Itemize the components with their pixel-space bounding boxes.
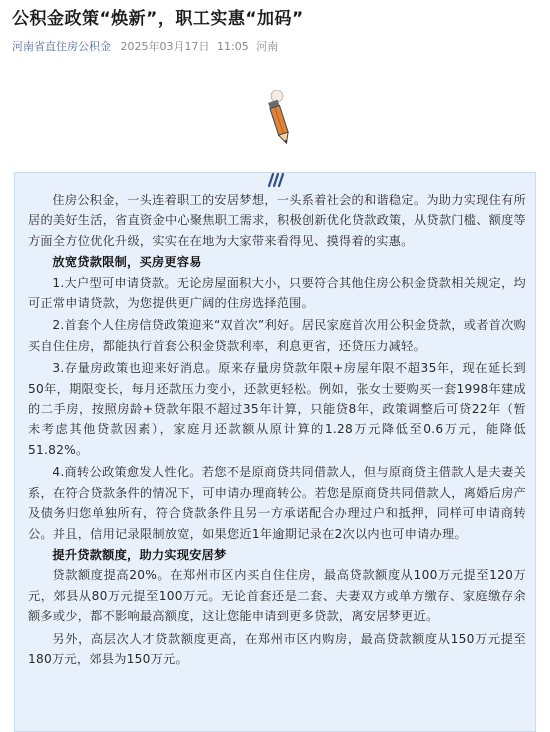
section-1-item-2: 2.首套个人住房信贷政策迎来“双首次”利好。居民家庭首次用公积金贷款，或者首次购买自住住房，都能执行首套公积金贷款利率，利息更省，还贷压力减轻。 bbox=[28, 318, 526, 353]
article-body bbox=[28, 190, 526, 669]
intro-paragraph: 住房公积金，一头连着职工的安居梦想，一头系着社会的和谐稳定。为助力实现住有所居的美好生活，省直资金中心聚焦职工需求，积极创新优化贷款政策，从贷款门槛、额度等方面全方位优化升级，实实在在地为大家带来看得见、摸得着的实惠。 bbox=[28, 193, 526, 248]
slash-lines-icon bbox=[263, 172, 287, 188]
article-meta bbox=[12, 38, 278, 56]
section-2-paragraph-1: 贷款额度提高20%。在郑州市区内买自住住房，最高贷款额度从100万元提至120万元，郊县从80万元提至100万元。无论首套还是二套、夫妻双方或单方缴存、家庭缴存余额多或少，都不影响最高额度，这让您能申请到更多贷款，离安居梦更近。 bbox=[28, 568, 526, 624]
section-2-paragraph-2: 另外，高层次人才贷款额度更高，在郑州市区内购房，最高贷款额度从150万元提至180万元，郊县为150万元。 bbox=[28, 631, 526, 666]
publish-date: 2025年03月17日 bbox=[120, 40, 210, 53]
section-1-heading: 放宽贷款限制，买房更容易 bbox=[52, 255, 202, 270]
publish-location: 河南 bbox=[256, 40, 279, 53]
section-1-item-3: 3.存量房政策也迎来好消息。原来存量房贷款年限+房屋年限不超35年，现在延长到50年，期限变长，每月还款压力变小，还款更轻松。例如，张女士要购买一套1998年建成的二手房，按照房龄+贷款年限不超过35年计算，只能贷8年，政策调整后可贷22年（暂未考虑其他贷款因素），家庭月还款额从原计算的1.28万元降低至0.6万元，能降低51.82%。 bbox=[28, 361, 526, 457]
publish-time: 11:05 bbox=[217, 40, 249, 53]
pencil-icon bbox=[262, 90, 298, 148]
section-2-heading: 提升贷款额度，助力实现安居梦 bbox=[52, 547, 227, 562]
article-title: 公积金政策“焕新”，职工实惠“加码” bbox=[12, 9, 304, 29]
section-1-item-1: 1.大户型可申请贷款。无论房屋面积大小，只要符合其他住房公积金贷款相关规定，均可正常申请贷款，为您提供更广阔的住房选择范围。 bbox=[28, 275, 526, 311]
section-1-item-4: 4.商转公政策愈发人性化。若您不是原商贷共同借款人，但与原商贷主借款人是夫妻关系，在符合贷款条件的情况下，可申请办理商转公。若您是原商贷共同借款人，离婚后房产及债务归您单独所有，符合贷款条件且另一方承诺配合办理过户和抵押，同样可申请商转公。并且，信用记录限制放宽，如果您近1年逾期记录在2次以内也可申请办理。 bbox=[28, 465, 526, 541]
account-name-link[interactable]: 河南省直住房公积金 bbox=[12, 40, 111, 53]
